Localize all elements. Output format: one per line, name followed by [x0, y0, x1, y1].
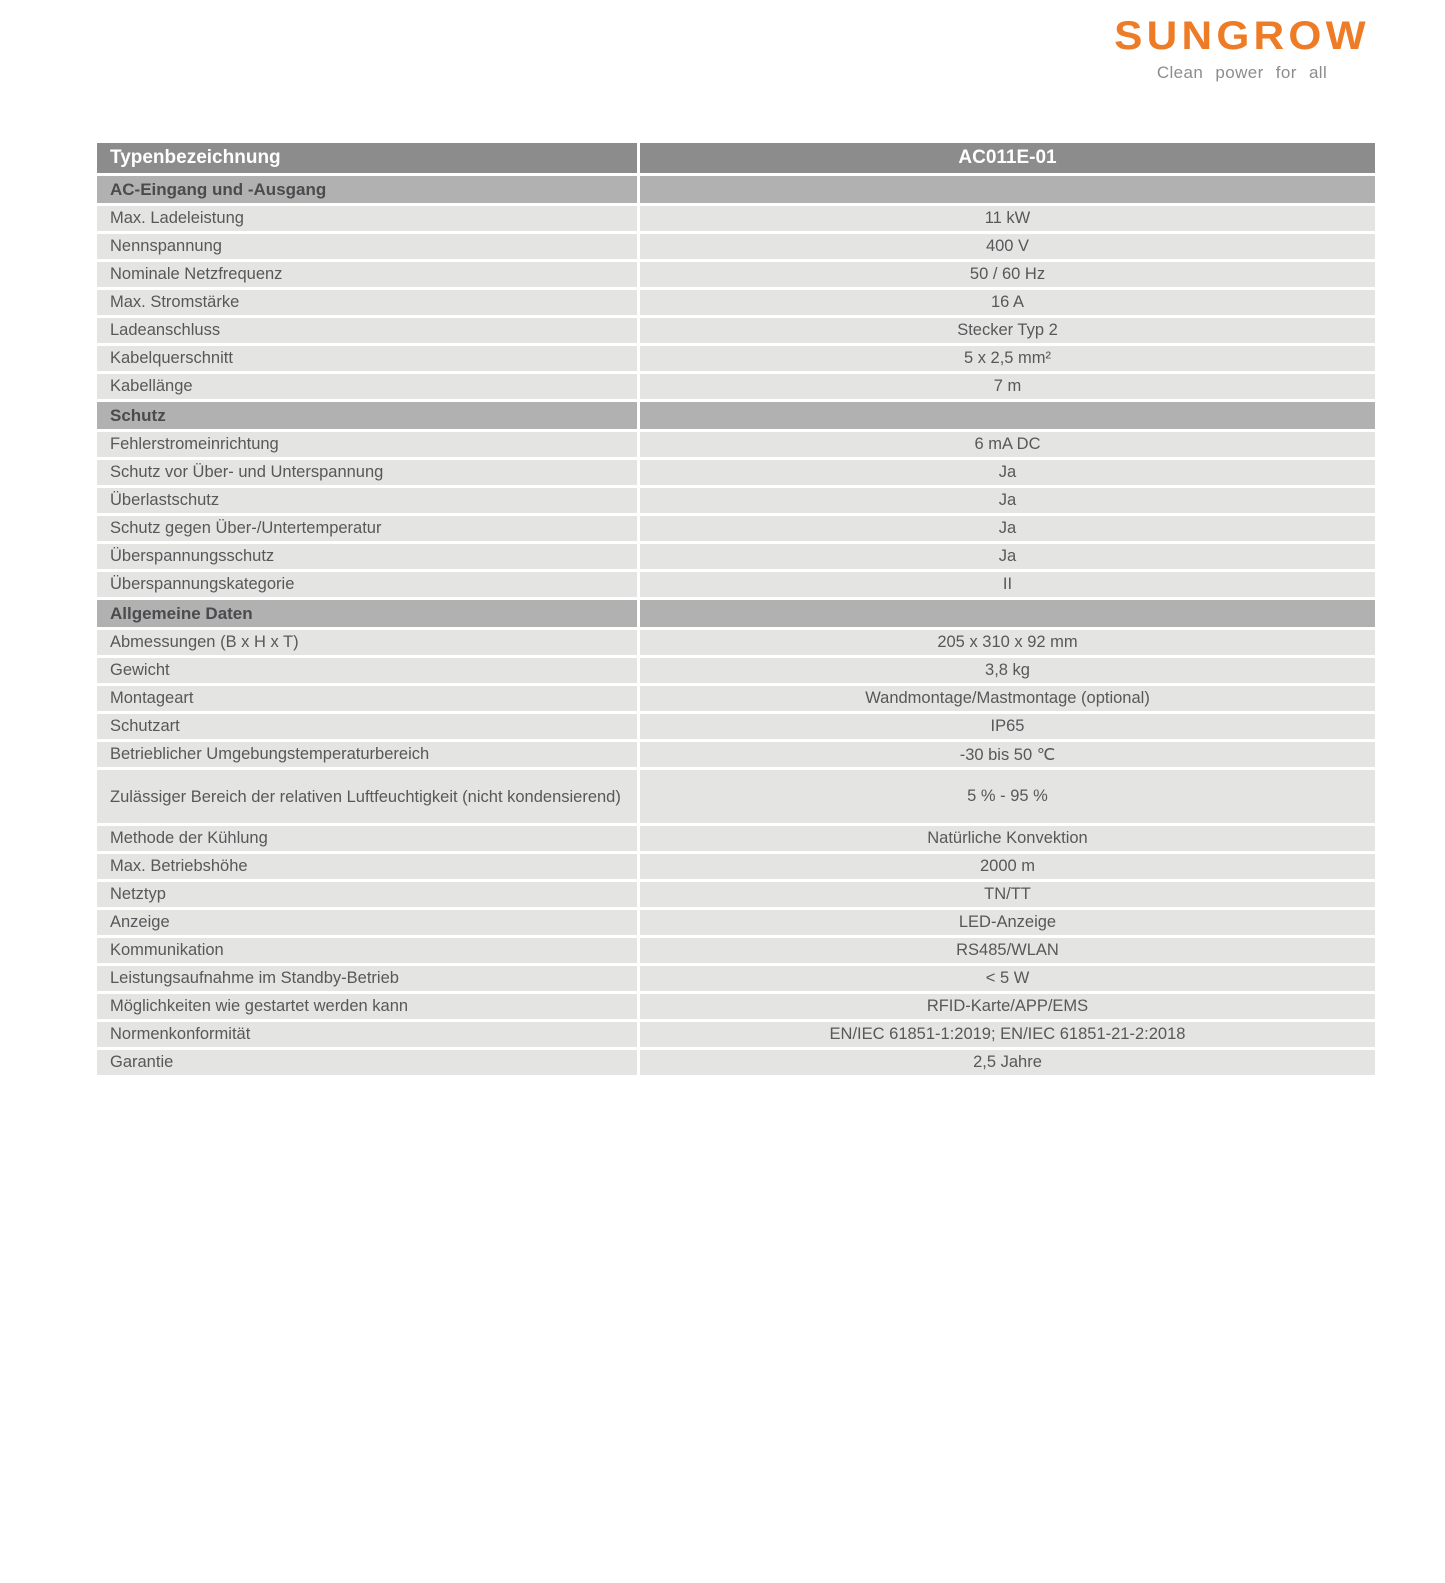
table-row: [97, 318, 1375, 343]
spec-value-cell: RFID-Karte/APP/EMS: [637, 994, 1375, 1019]
table-row: [97, 432, 1375, 457]
table-header-row: [97, 143, 1375, 173]
spec-label-cell: Kabelquerschnitt: [97, 346, 637, 371]
spec-value-cell: Natürliche Konvektion: [637, 826, 1375, 851]
table-row: [97, 1050, 1375, 1075]
spec-label-cell: Überlastschutz: [97, 488, 637, 513]
section-header-row: [97, 176, 1375, 203]
spec-label-cell: Anzeige: [97, 910, 637, 935]
table-row: [97, 1022, 1375, 1047]
table-row: [97, 234, 1375, 259]
spec-label-cell: Nennspannung: [97, 234, 637, 259]
table-row: [97, 262, 1375, 287]
spec-label-cell: Abmessungen (B x H x T): [97, 630, 637, 655]
sungrow-logo: [1106, 16, 1378, 83]
spec-value-cell: 16 A: [637, 290, 1375, 315]
table-row: [97, 742, 1375, 767]
spec-value-cell: 400 V: [637, 234, 1375, 259]
spec-value-cell: 3,8 kg: [637, 658, 1375, 683]
spec-label-cell: Möglichkeiten wie gestartet werden kann: [97, 994, 637, 1019]
spec-label-cell: Montageart: [97, 686, 637, 711]
logo-tagline: Clean power for all: [1156, 63, 1328, 82]
spec-value-cell: Ja: [637, 488, 1375, 513]
spec-label-cell: Gewicht: [97, 658, 637, 683]
spec-label-cell: Nominale Netzfrequenz: [97, 262, 637, 287]
table-row: [97, 346, 1375, 371]
table-row: [97, 826, 1375, 851]
spec-value-cell: Ja: [637, 460, 1375, 485]
table-row: [97, 488, 1375, 513]
spec-value-cell: Ja: [637, 516, 1375, 541]
section-header-row: [97, 600, 1375, 627]
table-row: [97, 290, 1375, 315]
table-row: [97, 994, 1375, 1019]
table-row: [97, 910, 1375, 935]
section-title-cell: Allgemeine Daten: [97, 600, 637, 627]
spec-value-cell: 5 % - 95 %: [637, 770, 1375, 823]
table-row: [97, 630, 1375, 655]
table-row: [97, 854, 1375, 879]
section-header-row: [97, 402, 1375, 429]
spec-value-cell: Ja: [637, 544, 1375, 569]
sungrow-wordmark: SUNGROW: [1114, 14, 1370, 58]
spec-label-cell: Leistungsaufnahme im Standby-Betrieb: [97, 966, 637, 991]
spec-label-cell: Schutzart: [97, 714, 637, 739]
spec-value-cell: 2000 m: [637, 854, 1375, 879]
spec-value-cell: 50 / 60 Hz: [637, 262, 1375, 287]
spec-label-cell: Max. Stromstärke: [97, 290, 637, 315]
spec-value-cell: [637, 402, 1375, 429]
table-row: [97, 516, 1375, 541]
spec-label-cell: Überspannungskategorie: [97, 572, 637, 597]
spec-label-cell: Max. Ladeleistung: [97, 206, 637, 231]
table-row: [97, 686, 1375, 711]
section-title-cell: Schutz: [97, 402, 637, 429]
table-row: [97, 966, 1375, 991]
spec-value-cell: Stecker Typ 2: [637, 318, 1375, 343]
spec-label-cell: Garantie: [97, 1050, 637, 1075]
spec-label-cell: Schutz gegen Über-/Untertemperatur: [97, 516, 637, 541]
spec-value-cell: 5 x 2,5 mm²: [637, 346, 1375, 371]
table-row: [97, 572, 1375, 597]
table-row: [97, 658, 1375, 683]
spec-value-cell: 6 mA DC: [637, 432, 1375, 457]
table-row: [97, 374, 1375, 399]
spec-label-cell: Methode der Kühlung: [97, 826, 637, 851]
spec-value-cell: Wandmontage/Mastmontage (optional): [637, 686, 1375, 711]
spec-label-cell: Max. Betriebshöhe: [97, 854, 637, 879]
header-label-cell: Typenbezeichnung: [97, 143, 637, 173]
spec-value-cell: -30 bis 50 ℃: [637, 742, 1375, 767]
spec-value-cell: IP65: [637, 714, 1375, 739]
spec-value-cell: II: [637, 572, 1375, 597]
table-row: [97, 544, 1375, 569]
spec-value-cell: 205 x 310 x 92 mm: [637, 630, 1375, 655]
table-row: [97, 460, 1375, 485]
header-value-cell: AC011E-01: [637, 143, 1375, 173]
spec-label-cell: Zulässiger Bereich der relativen Luftfeuchtigkeit (nicht kondensierend): [97, 770, 637, 823]
spec-label-cell: Überspannungsschutz: [97, 544, 637, 569]
table-row: [97, 882, 1375, 907]
spec-value-cell: 11 kW: [637, 206, 1375, 231]
section-title-cell: AC-Eingang und -Ausgang: [97, 176, 637, 203]
table-row: [97, 938, 1375, 963]
table-row: [97, 714, 1375, 739]
spec-value-cell: EN/IEC 61851-1:2019; EN/IEC 61851-21-2:2018: [637, 1022, 1375, 1047]
spec-value-cell: [637, 600, 1375, 627]
spec-label-cell: Schutz vor Über- und Unterspannung: [97, 460, 637, 485]
spec-value-cell: [637, 176, 1375, 203]
spec-label-cell: Kabellänge: [97, 374, 637, 399]
spec-label-cell: Netztyp: [97, 882, 637, 907]
table-row: [97, 206, 1375, 231]
spec-label-cell: Ladeanschluss: [97, 318, 637, 343]
spec-label-cell: Kommunikation: [97, 938, 637, 963]
spec-table: [97, 140, 1375, 1078]
spec-value-cell: RS485/WLAN: [637, 938, 1375, 963]
spec-value-cell: 7 m: [637, 374, 1375, 399]
spec-label-cell: Betrieblicher Umgebungstemperaturbereich: [97, 742, 637, 767]
spec-label-cell: Normenkonformität: [97, 1022, 637, 1047]
spec-value-cell: 2,5 Jahre: [637, 1050, 1375, 1075]
table-row: [97, 770, 1375, 823]
spec-value-cell: LED-Anzeige: [637, 910, 1375, 935]
spec-value-cell: < 5 W: [637, 966, 1375, 991]
spec-table-body: [97, 143, 1375, 1075]
spec-value-cell: TN/TT: [637, 882, 1375, 907]
spec-label-cell: Fehlerstromeinrichtung: [97, 432, 637, 457]
